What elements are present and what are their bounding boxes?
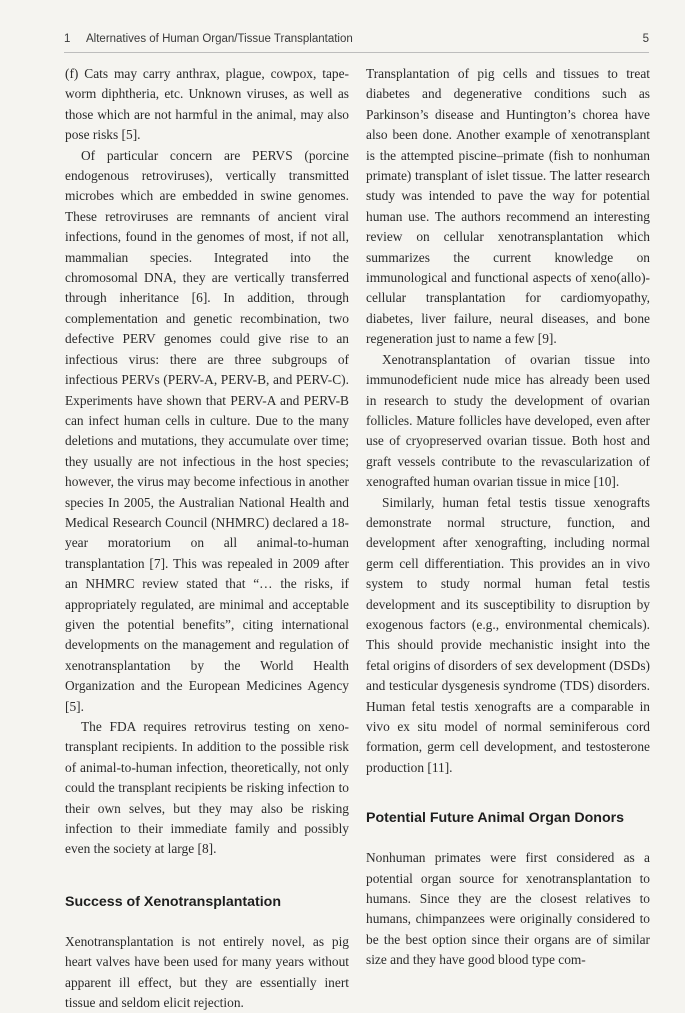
right-column [366, 64, 650, 971]
paragraph: Xenotransplantation of ovarian tissue into immunodeficient nude mice has already been used in research to study the development of ovarian follicles. Mature follicles have developed, even after use of cryopreserved ovarian tissue. Both host and graft vessels contribute to the revascularization of xenografted human ovarian tissue in mice [10]. [366, 351, 650, 490]
paragraph: Similarly, human fetal testis tissue xenografts demonstrate normal structure, function, and development after xenografting, including normal germ cell differentiation. This provides an in vivo system to study normal human fetal testis development and its susceptibility to disruption by exogenous factors (e.g., environmental chemicals). This should provide mechanistic insight into the fetal origins of disorders of sex development (DSDs) and testicular dysgenesis syndrome (TDS) disorders. Human fetal testis xenografts are a comparable in vivo ex situ model of normal seminiferous cord formation, germ cell development, and testosterone production [11]. [366, 494, 650, 775]
paragraph: The FDA requires retrovirus testing on xenotransplant recipients. In addition to the possible risk of animal-to-human infection, theoretically, not only could the transplant recipients be risking infection to their own selves, but they may also be risking infection to their immediate family and possibly even the society at large [8]. [65, 719, 349, 857]
paragraph: Nonhuman primates were first considered as a potential organ source for xenotransplantation to humans. Since they are the closest relatives to humans, chimpanzees were originally considered to be the best option since their organs are of similar size and they have good blood type com- [366, 850, 650, 968]
section-heading: Potential Future Animal Organ Donors [366, 810, 625, 827]
paragraph: Transplantation of pig cells and tissues to treat diabetes and degenerative conditions such as Parkinson’s disease and Huntington’s chorea have also been done. Another example of xenotransplant is the attempted piscine–primate (fish to nonhuman primate) transplant of islet tissue. The latter research study was intended to pave the way for potential human use. The authors recommend an interesting review on cellular xenotransplantation which summarizes the current knowledge on immunological and functional aspects of xeno(allo)-cellular transplantation for cardiomyopathy, diabetes, liver failure, neural diseases, and bone regeneration just to name a few [9]. [366, 66, 650, 347]
paragraph: Xenotransplantation is not entirely novel, as pig heart valves have been used for many years without apparent ill effect, but they are essentially inert tissue and seldom elicit rejection. [65, 933, 349, 1011]
header-rule [64, 52, 649, 53]
paragraph: (f) Cats may carry anthrax, plague, cowpox, tapeworm diphtheria, etc. Unknown viruses, as well as those which are not harmful in the animal, may also pose risks [5]. [65, 66, 349, 143]
left-column [65, 64, 349, 1013]
paragraph: Of particular concern are PERVS (porcine endogenous retroviruses), vertically transmitted microbes which are embedded in swine genomes. These retroviruses are remnants of ancient viral infections, found in the genomes of most, if not all, mammalian species. Integrated into the chromosomal DNA, they are vertically transferred through inheritance [6]. In addition, through complementation and genetic recombination, two defective PERV genomes could give rise to an infectious virus: there are three subgroups of infectious PERVs (PERV-A, PERV-B, and PERV-C). Experiments have shown that PERV-A and PERV-B can infect human cells in culture. Due to the many deletions and mutations, they accumulate over time; they usually are not infectious in the host species; however, the virus may become infectious in another species In 2005, the Australian National Health and Medical Research Council (NHMRC) declared a 18-year moratorium on all animal-to-human transplantation [7]. This was repealed in 2009 after an NHMRC review stated that “… the risks, if appropriately regulated, are minimal and acceptable given the potential benefits”, citing international developments on the management and regulation of xenotransplantation by the World Health Organization and the European Medicines Agency [5]. [65, 147, 349, 714]
running-title: Alternatives of Human Organ/Tissue Transplantation [86, 33, 353, 45]
page-number: 5 [642, 33, 649, 45]
section-heading: Success of Xenotransplantation [65, 893, 282, 910]
running-header [64, 30, 649, 50]
chapter-number: 1 [64, 33, 71, 45]
